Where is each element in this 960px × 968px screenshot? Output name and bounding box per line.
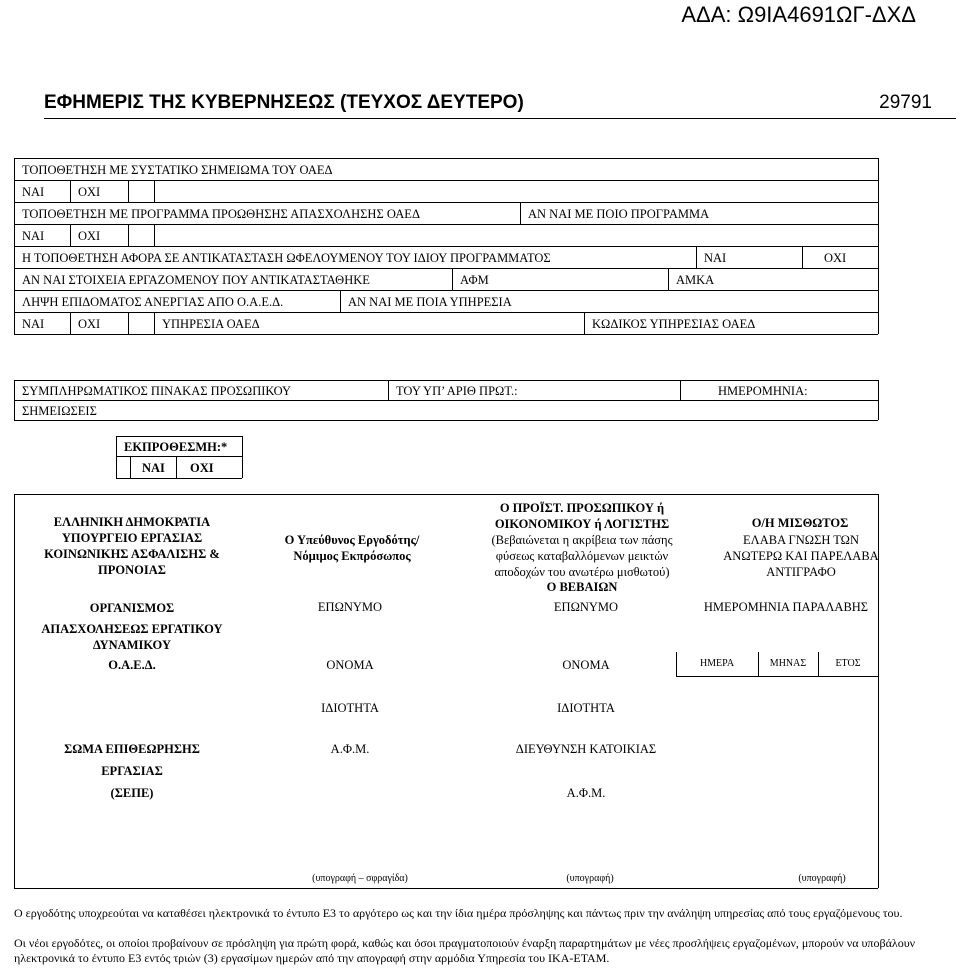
amka-label: ΑΜΚΑ: [676, 273, 715, 287]
year-label: ΕΤΟΣ: [835, 658, 861, 669]
replaced-employee-label: ΑΝ ΝΑΙ ΣΤΟΙΧΕΙΑ ΕΡΓΑΖΟΜΕΝΟΥ ΠΟΥ ΑΝΤΙΚΑΤΑΣΤΑΘΗΚΕ: [22, 273, 370, 287]
replacement-no[interactable]: ΟΧΙ: [824, 251, 847, 265]
oaed-service-label: ΥΠΗΡΕΣΙΑ ΟΑΕΔ: [162, 317, 260, 331]
replacement-label: Η ΤΟΠΟΘΕΤΗΣΗ ΑΦΟΡΑ ΣΕ ΑΝΤΙΚΑΤΑΣΤΑΣΗ ΩΦΕΛΟΥΜΕΝΟΥ ΤΟΥ ΙΔΙΟΥ ΠΡΟΓΡΑΜΜΑΤΟΣ: [22, 251, 551, 265]
oaed-service-code-label: ΚΩΔΙΚΟΣ ΥΠΗΡΕΣΙΑΣ ΟΑΕΔ: [592, 317, 756, 331]
day-label: ΗΜΕΡΑ: [699, 658, 735, 669]
accountant-capacity-label: ΙΔΙΟΤΗΤΑ: [557, 701, 615, 715]
employee-acknowledgement: ΕΛΑΒΑ ΓΝΩΣΗ ΤΩΝ ΑΝΩΤΕΡΩ ΚΑΙ ΠΑΡΕΛΑΒΑ ΑΝΤΙΓΡΑΦΟ: [723, 533, 879, 579]
which-program-label: ΑΝ ΝΑΙ ΜΕ ΠΟΙΟ ΠΡΟΓΡΑΜΜΑ: [528, 207, 710, 221]
replacement-yes[interactable]: ΝΑΙ: [704, 251, 727, 265]
accountant-signature: (υπογραφή): [566, 873, 614, 884]
employer-surname-label: ΕΠΩΝΥΜΟ: [317, 600, 383, 614]
protocol-number-label: ΤΟΥ ΥΠ’ ΑΡΙΘ ΠΡΩΤ.:: [396, 384, 518, 398]
program-placement-label: ΤΟΠΟΘΕΤΗΣΗ ΜΕ ΠΡΟΓΡΑΜΜΑ ΠΡΟΩΘΗΣΗΣ ΑΠΑΣΧΟΛΗΣΗΣ ΟΑΕΔ: [22, 207, 420, 221]
footer-note-2: Οι νέοι εργοδότες, οι οποίοι προβαίνουν σε πρόσληψη για πρώτη φορά, καθώς και όσοι πραγματοποιούν έναρξη παραρτημάτων με νέες προσλήψεις εργαζομένων, μπορούν να υποβάλουν ηλεκτρονικά το έντυπο Ε3 εντός τριών (3) εργασίμων ημερών από την απογραφή στην αρμόδια Υπηρεσία του ΙΚΑ-ΕΤΑΜ.: [14, 936, 916, 965]
notes-label: ΣΗΜΕΙΩΣΕΙΣ: [22, 404, 97, 418]
page-number: 29791: [879, 92, 932, 113]
ada-code: ΑΔΑ: Ω9ΙΑ4691ΩΓ-ΔΧΔ: [681, 2, 916, 27]
afm-label: ΑΦΜ: [460, 273, 489, 287]
which-service-label: ΑΝ ΝΑΙ ΜΕ ΠΟΙΑ ΥΠΗΡΕΣΙΑ: [348, 295, 512, 309]
footer-note-1: Ο εργοδότης υποχρεούται να καταθέσει ηλεκτρονικά το έντυπο Ε3 το αργότερο ως και την ίδια ημέρα πρόσληψης και πάντως πριν την ανάληψη υπηρεσίας από τους εργαζόμενους του.: [14, 906, 903, 920]
employer-label: Ο Υπεύθυνος Εργοδότης/ Νόμιμος Εκπρόσωπος: [284, 533, 420, 563]
program-yes[interactable]: ΝΑΙ: [22, 229, 45, 243]
sepe-label-3: (ΣΕΠΕ): [110, 786, 154, 800]
overdue-label: ΕΚΠΡΟΘΕΣΜΗ:*: [124, 440, 228, 454]
benefit-yes[interactable]: ΝΑΙ: [22, 317, 45, 331]
oaed-note-yes[interactable]: ΝΑΙ: [22, 185, 45, 199]
oaed-note-placement-label: ΤΟΠΟΘΕΤΗΣΗ ΜΕ ΣΥΣΤΑΤΙΚΟ ΣΗΜΕΙΩΜΑ ΤΟΥ ΟΑΕΔ: [22, 163, 333, 177]
employer-capacity-label: ΙΔΙΟΤΗΤΑ: [321, 701, 379, 715]
accountant-title: Ο ΠΡΟΪΣΤ. ΠΡΟΣΩΠΙΚΟΥ ή ΟΙΚΟΝΟΜΙΚΟΥ ή ΛΟΓΙΣΤΗΣ: [494, 501, 670, 531]
address-label: ΔΙΕΥΘΥΝΣΗ ΚΑΤΟΙΚΙΑΣ: [515, 742, 657, 756]
oaed-full-name: ΑΠΑΣΧΟΛΗΣΕΩΣ ΕΡΓΑΤΙΚΟΥ ΔΥΝΑΜΙΚΟΥ: [41, 622, 223, 652]
organism-label: ΟΡΓΑΝΙΣΜΟΣ: [89, 601, 175, 615]
unemployment-benefit-label: ΛΗΨΗ ΕΠΙΔΟΜΑΤΟΣ ΑΝΕΡΓΙΑΣ ΑΠΟ Ο.Α.Ε.Δ.: [22, 295, 284, 309]
accountant-certifier: Ο ΒΕΒΑΙΩΝ: [546, 580, 618, 594]
accountant-note: (Βεβαιώνεται η ακρίβεια των πάσης φύσεως καταβαλλόμενων μεικτών αποδοχών του ανωτέρω μισθωτού): [491, 533, 673, 579]
accountant-name-label: ΟΝΟΜΑ: [562, 658, 610, 672]
employer-signature-stamp: (υπογραφή – σφραγίδα): [312, 873, 408, 884]
accountant-surname-label: ΕΠΩΝΥΜΟ: [553, 600, 619, 614]
employer-name-label: ΟΝΟΜΑ: [326, 658, 374, 672]
oaed-short-name: Ο.Α.Ε.Δ.: [108, 658, 156, 672]
employee-title: Ο/Η ΜΙΣΘΩΤΟΣ: [751, 516, 849, 530]
date-label: ΗΜΕΡΟΜΗΝΙΑ:: [718, 384, 808, 398]
ministry-label: ΕΛΛΗΝΙΚΗ ΔΗΜΟΚΡΑΤΙΑ ΥΠΟΥΡΓΕΙΟ ΕΡΓΑΣΙΑΣ ΚΟΙΝΩΝΙΚΗΣ ΑΣΦΑΛΙΣΗΣ & ΠΡΟΝΟΙΑΣ: [44, 515, 220, 577]
sepe-label-2: ΕΡΓΑΣΙΑΣ: [101, 764, 163, 778]
employee-signature: (υπογραφή): [798, 873, 846, 884]
header-rule: [44, 118, 956, 119]
sepe-label-1: ΣΩΜΑ ΕΠΙΘΕΩΡΗΣΗΣ: [64, 742, 200, 756]
oaed-note-no[interactable]: ΟΧΙ: [78, 185, 101, 199]
receipt-date-label: ΗΜΕΡΟΜΗΝΙΑ ΠΑΡΑΛΑΒΗΣ: [703, 600, 869, 614]
employer-afm-label: Α.Φ.Μ.: [330, 742, 370, 756]
supplementary-title: ΣΥΜΠΛΗΡΩΜΑΤΙΚΟΣ ΠΙΝΑΚΑΣ ΠΡΟΣΩΠΙΚΟΥ: [22, 384, 291, 398]
benefit-no[interactable]: ΟΧΙ: [78, 317, 101, 331]
overdue-yes[interactable]: ΝΑΙ: [142, 461, 165, 475]
overdue-no[interactable]: ΟΧΙ: [190, 461, 214, 475]
employee-afm-label: Α.Φ.Μ.: [566, 786, 606, 800]
gazette-title: ΕΦΗΜΕΡΙΣ ΤΗΣ ΚΥΒΕΡΝΗΣΕΩΣ (ΤΕΥΧΟΣ ΔΕΥΤΕΡΟ): [44, 92, 524, 113]
month-label: ΜΗΝΑΣ: [769, 658, 807, 669]
program-no[interactable]: ΟΧΙ: [78, 229, 101, 243]
